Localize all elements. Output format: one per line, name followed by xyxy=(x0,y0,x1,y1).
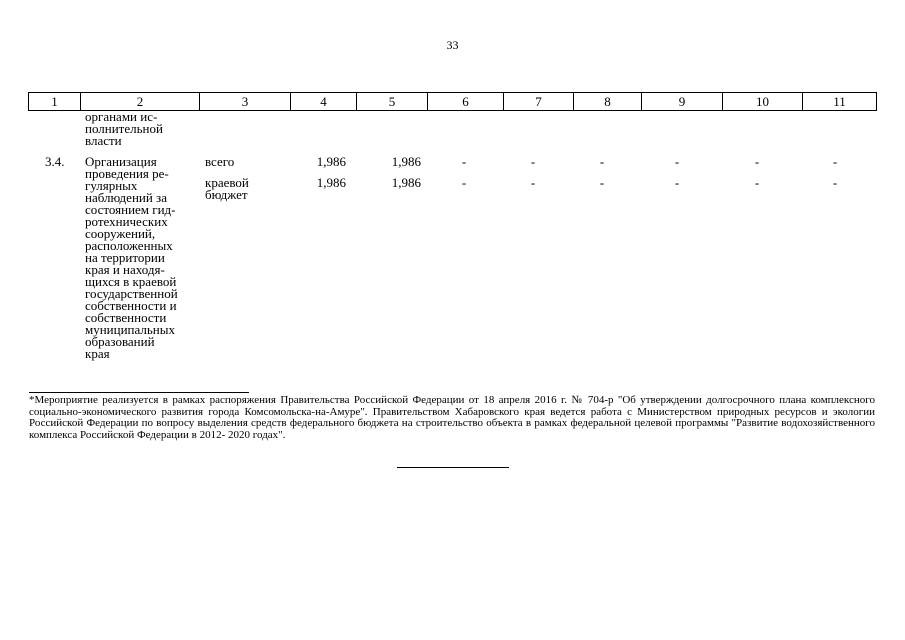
value-col10: - xyxy=(754,175,760,190)
description-line: расположенных xyxy=(85,238,173,253)
value-col8: - xyxy=(599,154,605,169)
column-header: 1 xyxy=(29,93,81,111)
value-col9: - xyxy=(674,175,680,190)
value-col8: - xyxy=(599,175,605,190)
description-line: щихся в краевой xyxy=(85,274,177,289)
description-line: наблюдений за xyxy=(85,190,167,205)
continuation-line: органами ис- xyxy=(85,109,158,124)
column-header: 4 xyxy=(291,93,357,111)
description-line: собственности xyxy=(85,310,167,325)
value-col5: 1,986 xyxy=(391,154,421,169)
value-col5: 1,986 xyxy=(391,175,421,190)
description-line: сооружений, xyxy=(85,226,156,241)
page-number: 33 xyxy=(446,38,459,52)
description-line: муниципальных xyxy=(85,322,176,337)
description-line: образований xyxy=(85,334,155,349)
column-header: 9 xyxy=(642,93,723,111)
description-line: края и находя- xyxy=(85,262,165,277)
value-col11: - xyxy=(832,154,838,169)
column-header: 5 xyxy=(357,93,428,111)
column-header: 8 xyxy=(574,93,642,111)
footnote: *Мероприятие реализуется в рамках распоряжения Правительства Российской Федерации от 18 апреля 2016 г. № 704-р "Об утверждении долгосрочного плана комплексного социально-экономического развития города Комсомольска-на-Амуре". Правительством Хабаровского края ведется работа с Министерством природных ресурсов и экологии Российской Федерации по вопросу выделения средств федерального бюджета на строительство объекта в рамках федеральной целевой программы "Развитие водохозяйственного комплекса Российской Федерации в 2012- 2020 годах". xyxy=(29,394,875,441)
value-col4: 1,986 xyxy=(316,175,346,190)
column-header: 6 xyxy=(428,93,504,111)
description-line: собственности и xyxy=(85,298,177,313)
value-col11: - xyxy=(832,175,838,190)
value-col6: - xyxy=(461,154,467,169)
value-col6: - xyxy=(461,175,467,190)
value-col4: 1,986 xyxy=(316,154,346,169)
column-header: 10 xyxy=(723,93,803,111)
value-col10: - xyxy=(754,154,760,169)
column-header: 2 xyxy=(81,93,200,111)
value-col9: - xyxy=(674,154,680,169)
description-line: края xyxy=(85,346,110,361)
value-col7: - xyxy=(530,175,536,190)
column-header: 3 xyxy=(200,93,291,111)
value-col7: - xyxy=(530,154,536,169)
description-line: проведения ре- xyxy=(85,166,169,181)
description-line: Организация xyxy=(85,154,157,169)
funding-source-label: бюджет xyxy=(205,187,248,202)
funding-source-label: всего xyxy=(205,154,235,169)
funding-source-label: краевой xyxy=(205,175,249,190)
column-header: 7 xyxy=(504,93,574,111)
description-line: на территории xyxy=(85,250,165,265)
continuation-line: полнительной xyxy=(85,121,163,136)
description-line: государственной xyxy=(85,286,178,301)
column-header: 11 xyxy=(803,93,877,111)
description-line: состоянием гид- xyxy=(85,202,176,217)
row-number: 3.4. xyxy=(45,154,65,169)
continuation-line: власти xyxy=(85,133,122,148)
description-line: гулярных xyxy=(85,178,138,193)
description-line: ротехнических xyxy=(85,214,168,229)
end-divider xyxy=(397,467,509,468)
footnote-divider xyxy=(29,392,249,393)
